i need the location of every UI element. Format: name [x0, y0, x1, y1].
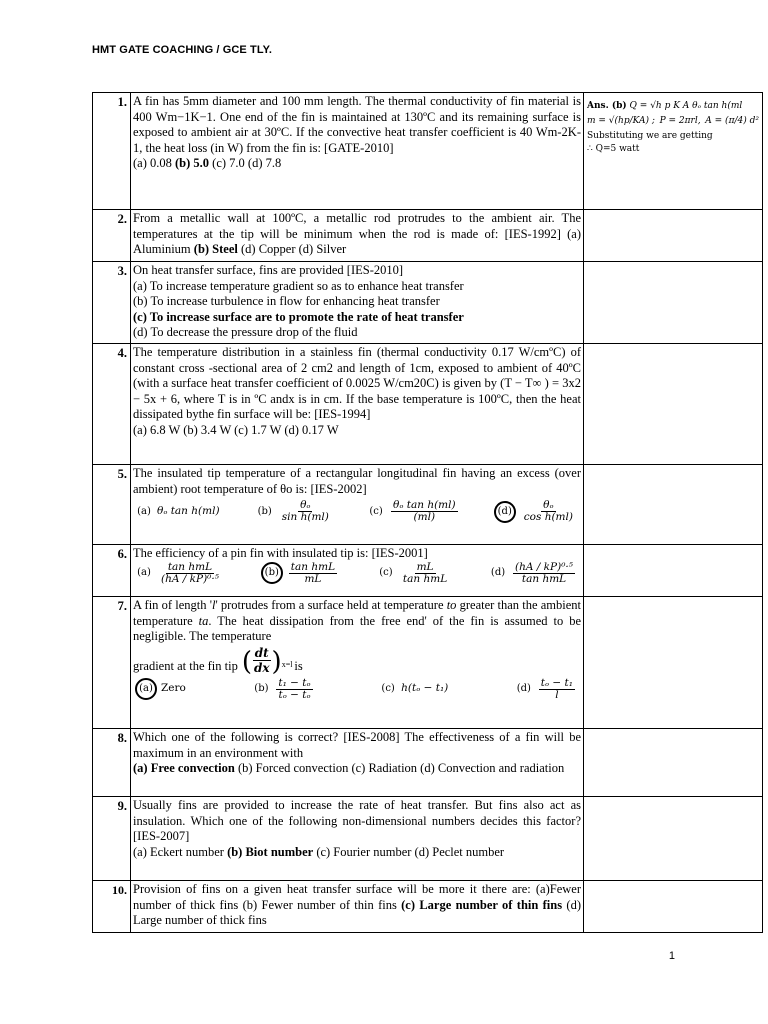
option-a-selected: (a) Zero [135, 678, 186, 700]
answer-circle: (b) [261, 562, 283, 584]
question-row [93, 210, 763, 262]
question-row [93, 262, 763, 344]
answer-label: Ans. (b) [587, 101, 627, 111]
question-text [131, 597, 584, 729]
question-body: The efficiency of a pin fin with insulated tip is: [IES-2001] [133, 546, 428, 560]
answer-cell [584, 465, 763, 545]
question-body: The insulated tip temperature of a rectangular longitudinal fin having an excess (over ambient) root temperature of θo is: [IES-2002] [133, 466, 581, 496]
correct-option: (c) Large number of thin fins [401, 897, 563, 912]
page-header: HMT GATE COACHING / GCE TLY. [92, 44, 273, 56]
question-text [131, 262, 584, 344]
question-body: Provision of fins on a given heat transfer surface will be more it there are: (a)Fewer number of thick fins (b) Fewer number of thin fins [133, 882, 581, 912]
correct-option: (c) To increase surface are to promote the rate of heat transfer [133, 309, 464, 324]
question-number: 2. [93, 210, 131, 262]
gradient-fraction: dt dx [253, 645, 270, 675]
question-body: A fin has 5mm diameter and 100 mm length. The thermal conductivity of fin material is 400 Wm−1K−1. One end of the fin is maintained at 130ºC and its remaining surface is exposed to ambient air at 30ºC. If the convective heat transfer coefficient is 40 Wm-2K-1, the heat loss (in W) from the fin is: [GATE-2010] [133, 94, 581, 155]
option-text: (c) Fourier number (d) Peclet number [313, 844, 505, 859]
question-row [93, 881, 763, 933]
correct-option: (a) Free convection [133, 761, 235, 776]
option-a: (a) θₒ tan h(ml) [137, 504, 220, 517]
question-text [131, 93, 584, 210]
question-text [131, 797, 584, 881]
answer-line-3: Substituting we are getting [587, 131, 713, 141]
question-row [93, 93, 763, 210]
question-number: 9. [93, 797, 131, 881]
option-b: (b) To increase turbulence in flow for enhancing heat transfer [133, 294, 440, 309]
question-text [131, 344, 584, 465]
question-row [93, 729, 763, 797]
option-d: (d) $\frac{\text{tₒ − t₁}}{l}$ [516, 676, 573, 701]
correct-option: (b) Biot number [227, 844, 314, 859]
question-row [93, 797, 763, 881]
option-text: (a) Eckert number [133, 844, 228, 859]
option-text: (c) 7.0 (d) 7.8 [209, 156, 282, 171]
question-number: 7. [93, 597, 131, 729]
question-body: Which one of the following is correct? [IES-2008] The effectiveness of a fin will be maximum in an environment with [133, 730, 581, 760]
question-body: From a metallic wall at 100ºC, a metallic rod protrudes to the ambient air. The temperatures at the tip will be minimum when the rod is made of: [IES-1992] (a) Aluminium [133, 211, 581, 257]
question-options [133, 156, 581, 172]
question-body: A fin of length 'l' protrudes from a surface held at temperature to greater than the ambient temperature ta. The heat dissipation from the free end' of the fin is assumed to be negligible. The temperature [133, 598, 582, 644]
option-text: (d) Copper (d) Silver [237, 242, 347, 257]
question-text [131, 210, 584, 262]
question-options [133, 845, 581, 861]
question-number: 4. [93, 344, 131, 465]
gradient-line: gradient at the fin tip ( dt dx ) x=l is [133, 645, 303, 677]
option-d: (d) To decrease the pressure drop of the fluid [133, 325, 358, 340]
question-text [131, 465, 584, 545]
option-text: (d) Large number of thick fins [133, 897, 581, 928]
answer-circle: (a) [135, 678, 157, 700]
answer-cell [584, 545, 763, 597]
question-options [133, 497, 581, 525]
option-a: (a) $\frac{\text{tan hmL}}{\text{(hA / kP)⁰·⁵}}$ [137, 560, 219, 585]
question-number: 8. [93, 729, 131, 797]
question-row [93, 545, 763, 597]
question-number: 10. [93, 881, 131, 933]
question-row [93, 465, 763, 545]
option-a: (a) To increase temperature gradient so as to enhance heat transfer [133, 278, 464, 293]
answer-cell [584, 797, 763, 881]
answer-cell [584, 262, 763, 344]
option-text: (a) 0.08 [133, 156, 175, 171]
question-options: (a) 6.8 W (b) 3.4 W (c) 1.7 W (d) 0.17 W [133, 422, 339, 437]
answer-a-formula: A = (π/4) d² [705, 116, 759, 126]
option-c: (c) $\frac{\text{θₒ tan h(ml)}}{(ml)}$ [369, 499, 456, 524]
answer-line-2 [587, 115, 759, 128]
correct-option: (b) Steel [193, 242, 238, 257]
option-text: (b) Forced convection (c) Radiation (d) Convection and radiation [234, 761, 565, 776]
question-options [133, 761, 581, 777]
answer-p-formula: P = 2πrl, [659, 116, 701, 126]
answer-circle: (d) [494, 501, 516, 523]
question-body: On heat transfer surface, fins are provided [IES-2010] [133, 263, 404, 277]
correct-option: (b) 5.0 [175, 156, 210, 171]
question-row [93, 597, 763, 729]
option-b: (b) $\frac{\text{θₒ}}{\text{sin h(ml)}}$ [257, 499, 329, 524]
answer-cell [584, 881, 763, 933]
question-text [131, 545, 584, 597]
option-c: (c) h(tₒ − t₁) [381, 682, 449, 695]
option-b-selected: (b) $\frac{\text{tan hmL}}{mL}$ [261, 562, 337, 585]
option-d-selected: (d) $\frac{\text{θₒ}}{\text{cos h(ml)}}$ [494, 500, 575, 523]
answer-cell [584, 210, 763, 262]
answer-cell [584, 729, 763, 797]
answer-m-formula: m = √(hp/KA) ; [587, 116, 655, 126]
question-row [93, 344, 763, 465]
option-c: (c) $\frac{mL}{\text{tan hmL}}$ [379, 560, 448, 585]
question-number: 1. [93, 93, 131, 210]
questions-table [92, 92, 763, 933]
question-options [133, 562, 581, 587]
question-number: 3. [93, 262, 131, 344]
question-body: The temperature distribution in a stainless fin (thermal conductivity 0.17 W/cmºC) of constant cross -sectional area of 2 cm2 and length of 1cm, exposed to ambient of 40ºC (with a surface heat transfer coefficient of 0.0025 W/cm20C) is given by (T − T∞ ) = 3x2 − 5x + 6, where T is in ºC andx is in cm. If the base temperature is 100ºC, then the heat dissipated bythe fin surface will be: [IES-1994] [133, 345, 581, 422]
question-number: 5. [93, 465, 131, 545]
question-body: Usually fins are provided to increase the rate of heat transfer. But fins also act as insulation. Which one of the following non-dimensional numbers decides this factor? [IES-2007] [133, 798, 581, 844]
page-number: 1 [668, 950, 675, 962]
option-b: (b) $\frac{\text{t₁ − tₒ}}{\text{tₒ − tₒ}}$ [254, 676, 311, 701]
question-options [133, 675, 581, 703]
option-d: (d) $\frac{\text{(hA / kP)⁰·⁵}}{\text{tan hmL}}$ [490, 560, 573, 585]
answer-equation: Q = √h p K A θₒ tan h(ml [629, 101, 743, 111]
answer-cell [584, 93, 763, 210]
answer-cell [584, 597, 763, 729]
answer-line-1 [587, 100, 759, 113]
answer-block [587, 100, 759, 156]
question-number: 6. [93, 545, 131, 597]
answer-cell [584, 344, 763, 465]
question-text [131, 729, 584, 797]
answer-result: ∴ Q=5 watt [587, 144, 640, 154]
question-text [131, 881, 584, 933]
